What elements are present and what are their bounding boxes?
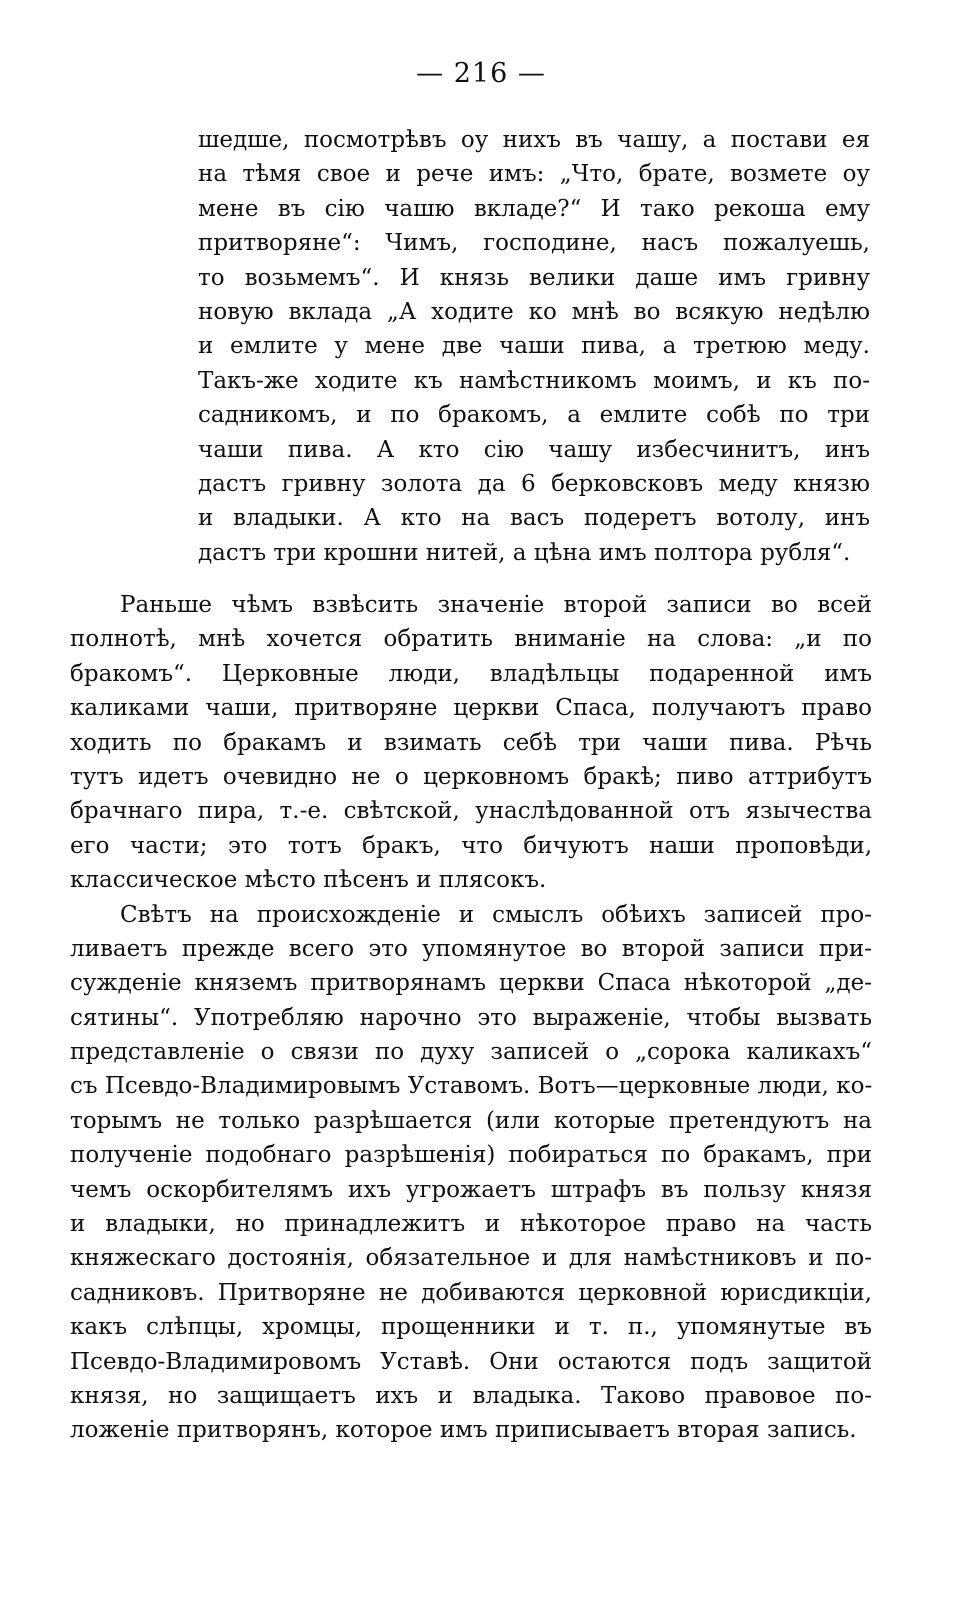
paragraph-line: ложеніе притворянъ, которое имъ приписываетъ вторая запись.: [70, 1417, 857, 1444]
paragraph-2: [70, 898, 872, 1448]
quote-line: дастъ три крошни нитей, а цѣна имъ полтора рубля“.: [198, 539, 851, 566]
paragraph-line: чемъ оскорбителямъ ихъ угрожаетъ штрафъ въ пользу князя: [70, 1176, 872, 1203]
quote-line: дастъ гривну золота да 6 берковсковъ меду князю: [198, 470, 870, 497]
paragraph-line: классическое мѣсто пѣсенъ и плясокъ.: [70, 867, 547, 894]
paragraph-line: Свѣтъ на происхожденіе и смыслъ обѣихъ записей про-: [120, 901, 872, 928]
quote-line: притворяне“: Чимъ, господине, насъ пожалуешь,: [198, 230, 870, 257]
paragraph-line: съ Псевдо-Владимировымъ Уставомъ. Вотъ—церковные люди, ко-: [70, 1073, 873, 1100]
paragraph-line: его части; это тотъ бракъ, что бичуютъ наши проповѣди,: [70, 832, 872, 859]
quote-line: и владыки. А кто на васъ подеретъ вотолу, инъ: [198, 505, 870, 532]
paragraph-line: сужденіе княземъ притворянамъ церкви Спаса нѣкоторой „де-: [70, 970, 872, 997]
quote-line: Такъ-же ходите къ намѣстникомъ моимъ, и къ по-: [198, 367, 870, 394]
paragraph-line: Раньше чѣмъ взвѣсить значеніе второй записи во всей: [120, 592, 872, 618]
paragraph-line: князя, но защищаетъ ихъ и владыка. Таково правовое по-: [70, 1382, 872, 1409]
quote-line: новую вклада „А ходите ко мнѣ во всякую недѣлю: [198, 298, 870, 325]
paragraph-line: представленіе о связи по духу записей о „сорока каликахъ“: [70, 1039, 872, 1066]
paragraph-line: каликами чаши, притворяне церкви Спаса, получаютъ право: [70, 695, 872, 722]
paragraph-line: полнотѣ, мнѣ хочется обратить вниманіе на слова: „и по: [70, 626, 872, 653]
paragraph-line: ходить по бракамъ и взимать себѣ три чаши пива. Рѣчь: [70, 729, 872, 756]
paragraph-line: и владыки, но принадлежитъ и нѣкоторое право на часть: [70, 1211, 872, 1238]
quoted-record-block: [198, 123, 870, 570]
paragraph-line: ливаетъ прежде всего это упомянутое во второй записи при-: [70, 935, 872, 962]
paragraph-line: тутъ идетъ очевидно не о церковномъ бракѣ; пиво аттрибутъ: [70, 763, 872, 790]
quote-line: мене въ сію чашю вкладе?“ И тако рекоша ему: [198, 195, 870, 222]
paragraph-line: княжескаго достоянія, обязательное и для намѣстниковъ и по-: [70, 1245, 872, 1272]
quote-line: на тѣмя свое и рече имъ: „Что, брате, возмете оу: [198, 161, 870, 188]
paragraph-line: Псевдо-Владимировомъ Уставѣ. Они остаются подъ защитой: [70, 1348, 872, 1375]
body-text: [70, 588, 872, 1448]
paragraph-line: какъ слѣпцы, хромцы, прощенники и т. п., упомянутые въ: [70, 1314, 872, 1341]
paragraph-line: полученіе подобнаго разрѣшенія) побираться по бракамъ, при: [70, 1142, 872, 1169]
paragraph-line: торымъ не только разрѣшается (или которые претендуютъ на: [70, 1107, 872, 1134]
paragraph-line: садниковъ. Притворяне не добиваются церковной юрисдикціи,: [70, 1279, 872, 1306]
page-number: — 216 —: [416, 58, 546, 89]
paragraph-line: брачнаго пира, т.-е. свѣтской, унаслѣдованной отъ язычества: [70, 798, 872, 825]
quote-line: шедше, посмотрѣвъ оу нихъ въ чашу, а постави ея: [198, 127, 870, 153]
paragraph-1: [70, 588, 872, 898]
quote-line: садникомъ, и по бракомъ, а емлите собѣ по три: [198, 402, 870, 429]
quote-line: и емлите у мене две чаши пива, а третюю меду.: [198, 333, 870, 360]
quote-line: то возьмемъ“. И князь велики даше имъ гривну: [198, 264, 870, 291]
paragraph-line: сятины“. Употребляю нарочно это выраженіе, чтобы вызвать: [70, 1004, 872, 1031]
paragraph-line: бракомъ“. Церковные люди, владѣльцы подаренной имъ: [70, 660, 872, 687]
quote-line: чаши пива. А кто сію чашу избесчинитъ, инъ: [198, 436, 870, 463]
